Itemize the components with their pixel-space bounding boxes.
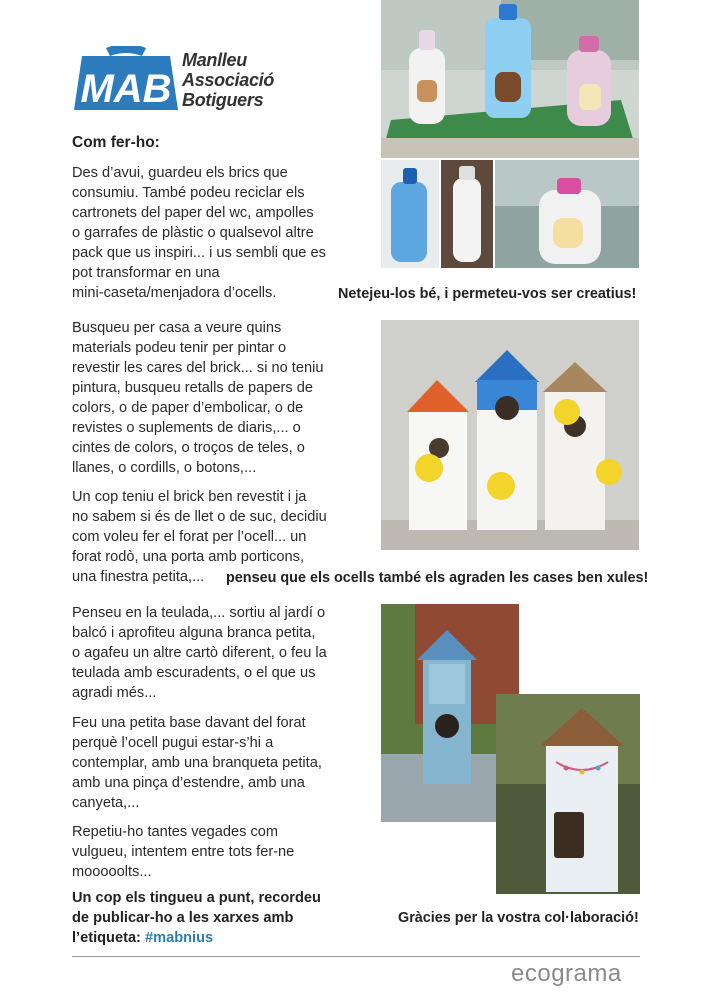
caption-clean: Netejeu-los bé, i permeteu-vos ser creatius! — [338, 286, 637, 302]
paragraph-6: Repetiu-ho tantes vegades com vulgueu, intentem entre tots fer-ne mooooolts... — [72, 824, 295, 880]
paragraph-2: Busqueu per casa a veure quins materials podeu tenir per pintar o revestir les cares del brick... si no teniu pintura, busqueu retalls de papers de colors, o de paper d’embolicar, o de revistes o suplements de diaris,... o cintes de colors, o troços de teles, o llanes, o cordills, o botons,... — [72, 320, 324, 476]
hashtag-link[interactable]: #mabnius — [144, 930, 214, 946]
photo-blue-bottle — [381, 160, 439, 268]
photo-carton-birdhouses — [381, 320, 639, 550]
section-heading: Com fer-ho: — [72, 134, 160, 151]
shopping-bag-logo-icon — [72, 46, 180, 112]
logo-mark: MAB — [80, 67, 172, 111]
photo-bottle-house-detail — [495, 160, 639, 268]
logo-line-3: Botiguers — [182, 90, 264, 110]
logo-line-2: Associació — [182, 70, 275, 90]
photo-white-bottle — [441, 160, 493, 268]
logo-line-1: Manlleu — [182, 50, 247, 70]
footer-divider — [72, 956, 640, 957]
mab-logo — [72, 46, 180, 112]
paragraph-5: Feu una petita base davant del forat perquè l’ocell pugui estar-s’hi a contemplar, amb una branqueta petita, amb una pinça d’estendre, amb una canyeta,... — [72, 715, 322, 811]
closing-text: Un cop els tingueu a punt, recordeu de publicar-ho a les xarxes amb l’etiqueta: — [72, 890, 321, 946]
photo-welcome-birdhouse — [496, 694, 640, 894]
logo-wordmark — [182, 50, 274, 110]
paragraph-1: Des d’avui, guardeu els brics que consumiu. També podeu reciclar els cartronets del paper del wc, ampolles o garrafes de plàstic o qualsevol altre pack que us inspiri... i us sembli que es pot transformar en una mini-caseta/menjadora d’ocells. — [72, 165, 326, 301]
caption-thanks: Gràcies per la vostra col·laboració! — [398, 910, 639, 926]
paragraph-7 — [72, 888, 321, 948]
paragraph-4: Penseu en la teulada,... sortiu al jardí o balcó i aprofiteu alguna branca petita, o agafeu un altre cartò diferent, o feu la teulada amb escuradents, o el que us agradi més... — [72, 605, 327, 701]
paragraph-3: Un cop teniu el brick ben revestit i ja no sabem si és de llet o de suc, decidiu com voleu fer el forat per l’ocell... un forat rodò, una porta amb porticons, una finestra petita,... — [72, 489, 327, 585]
footer-brand: ecograma — [511, 960, 622, 987]
photo-bottle-houses — [381, 0, 639, 158]
caption-nice-houses: penseu que els ocells també els agraden les cases ben xules! — [226, 570, 649, 586]
